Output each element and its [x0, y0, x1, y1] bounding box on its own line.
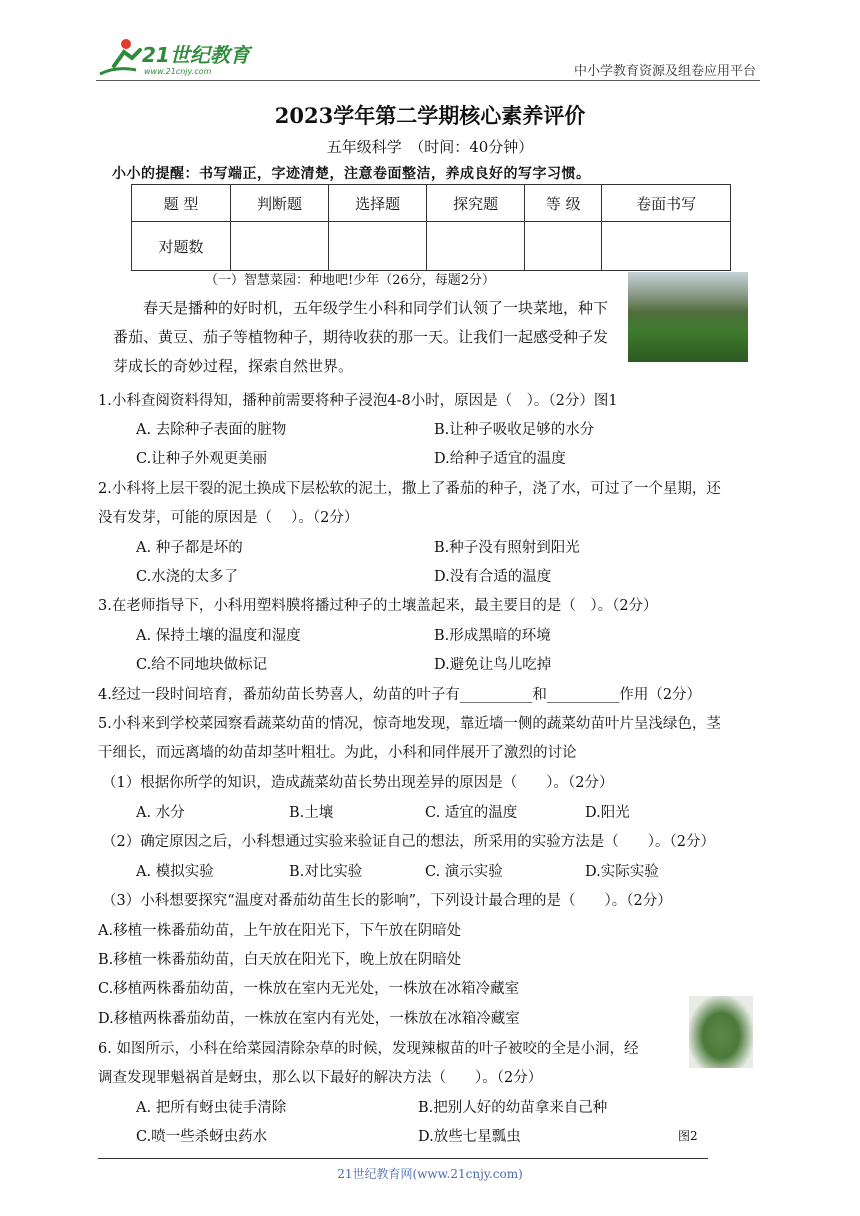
question-5-3: （3）小科想要探究“温度对番茄幼苗生长的影响”，下列设计最合理的是（ ）。（2分） [102, 893, 672, 909]
question-5-2: （2）确定原因之后，小科想通过实验来验证自己的想法，所采用的实验方法是（ ）。（2分） [102, 834, 715, 850]
score-input-cell[interactable] [329, 222, 427, 271]
reminder-text: 小小的提醒：书写端正，字迹清楚，注意卷面整洁，养成良好的写字习惯。 [112, 166, 591, 182]
exam-title: 2023学年第二学期核心素养评价 [274, 103, 586, 128]
section-heading: （一）智慧菜园：种地吧!少年（26分，每题2分） [205, 273, 496, 288]
option: A. 水分 [136, 805, 185, 821]
option: A. 把所有蚜虫徒手清除 [136, 1100, 287, 1116]
option: D.移植两株番茄幼苗，一株放在室内有光处，一株放在冰箱冷藏室 [98, 1011, 520, 1027]
option: C. 适宜的温度 [425, 805, 518, 821]
option: B.对比实验 [289, 864, 363, 880]
table-cell: 题 型 [132, 185, 231, 222]
question-3: 3.在老师指导下，小科用塑料膜将播过种子的土壤盖起来，最主要目的是（ ）。（2分） [98, 598, 658, 614]
header-divider [96, 80, 760, 81]
option: A. 种子都是坏的 [136, 540, 243, 556]
option: B.形成黑暗的环境 [434, 628, 551, 644]
question-5-1: （1）根据你所学的知识，造成蔬菜幼苗长势出现差异的原因是（ ）。（2分） [102, 775, 614, 791]
option: B.让种子吸收足够的水分 [434, 422, 595, 438]
score-input-cell[interactable] [602, 222, 731, 271]
option: D.给种子适宜的温度 [434, 451, 566, 467]
option: B.把别人好的幼苗拿来自己种 [418, 1100, 608, 1116]
leaf-photo [689, 996, 753, 1068]
svg-text:www.21cnjy.com: www.21cnjy.com [144, 67, 212, 76]
score-table [131, 184, 731, 271]
option: D.没有合适的温度 [434, 569, 552, 585]
score-input-cell[interactable] [525, 222, 602, 271]
option: A. 模拟实验 [136, 864, 214, 880]
option: A.移植一株番茄幼苗，上午放在阳光下，下午放在阴暗处 [98, 923, 462, 939]
intro-paragraph: 春天是播种的好时机，五年级学生小科和同学们认领了一块菜地，种下番茄、黄豆、茄子等植物种子，期待收获的那一天。让我们一起感受种子发芽成长的奇妙过程，探索自然世界。 [113, 299, 609, 375]
question-1: 1.小科查阅资料得知，播种前需要将种子浸泡4-8小时，原因是（ ）。（2分）图1 [98, 393, 618, 409]
score-input-cell[interactable] [427, 222, 525, 271]
score-input-cell[interactable] [231, 222, 329, 271]
question-6-cont: 调查发现罪魁祸首是蚜虫，那么以下最好的解决方法（ ）。（2分） [98, 1070, 543, 1086]
option: C.喷一些杀蚜虫药水 [136, 1129, 268, 1145]
question-5: 5.小科来到学校菜园察看蔬菜幼苗的情况，惊奇地发现，靠近墙一侧的蔬菜幼苗叶片呈浅绿色，茎 [98, 716, 721, 732]
option: B.土壤 [289, 805, 334, 821]
option: C. 演示实验 [425, 864, 503, 880]
question-2: 2.小科将上层干裂的泥土换成下层松软的泥土，撒上了番茄的种子，浇了水，可过了一个星期，还 [98, 481, 721, 497]
option: C.给不同地块做标记 [136, 657, 268, 673]
option: C.移植两株番茄幼苗，一株放在室内无光处，一株放在冰箱冷藏室 [98, 981, 520, 997]
site-logo [96, 36, 256, 80]
svg-text:21世纪教育: 21世纪教育 [142, 43, 250, 67]
table-cell: 等 级 [525, 185, 602, 222]
platform-name: 中小学教育资源及组卷应用平台 [573, 64, 756, 79]
option: B.种子没有照射到阳光 [434, 540, 580, 556]
option: A. 保持土壤的温度和湿度 [136, 628, 301, 644]
table-cell: 卷面书写 [602, 185, 731, 222]
table-cell: 判断题 [231, 185, 329, 222]
table-cell: 对题数 [132, 222, 231, 271]
option: D.实际实验 [585, 864, 659, 880]
footer-link[interactable]: 21世纪教育网(www.21cnjy.com) [337, 1167, 523, 1181]
question-5-cont: 干细长，而远离墙的幼苗却茎叶粗壮。为此，小科和同伴展开了激烈的讨论 [98, 745, 577, 761]
question-6: 6. 如图所示，小科在给菜园清除杂草的时候，发现辣椒苗的叶子被咬的全是小洞，经 [98, 1041, 639, 1057]
table-row [132, 185, 731, 222]
option: D.阳光 [585, 805, 630, 821]
option: C.水浇的太多了 [136, 569, 239, 585]
table-cell: 选择题 [329, 185, 427, 222]
question-2-cont: 没有发芽，可能的原因是（ ）。（2分） [98, 510, 359, 526]
table-cell: 探究题 [427, 185, 525, 222]
table-row [132, 222, 731, 271]
option: C.让种子外观更美丽 [136, 451, 268, 467]
garden-photo [628, 272, 748, 362]
option: D.避免让鸟儿吃掉 [434, 657, 552, 673]
footer-divider [98, 1158, 708, 1159]
option: A. 去除种子表面的脏物 [136, 422, 287, 438]
question-4: 4.经过一段时间培育，番茄幼苗长势喜人，幼苗的叶子有__________和__________作用（2分） [98, 687, 702, 703]
exam-subtitle: 五年级科学 （时间：40分钟） [326, 138, 534, 156]
figure-2-label: 图2 [678, 1129, 698, 1143]
option: D.放些七星瓢虫 [418, 1129, 521, 1145]
option: B.移植一株番茄幼苗，白天放在阳光下，晚上放在阴暗处 [98, 952, 462, 968]
